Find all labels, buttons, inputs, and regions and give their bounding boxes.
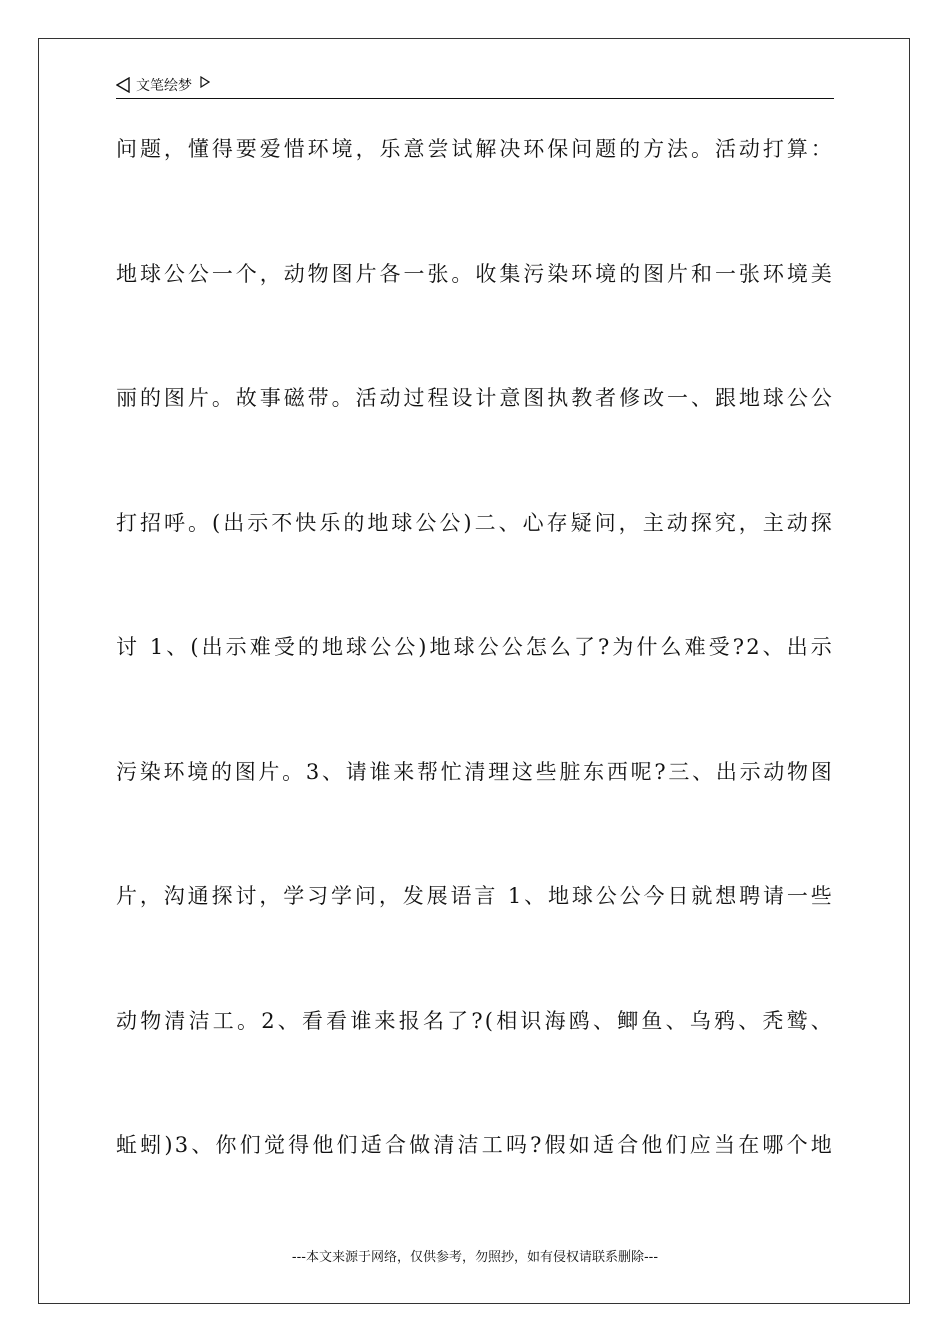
body-line: 讨 1、(出示难受的地球公公)地球公公怎么了?为什么难受?2、出示 — [116, 635, 834, 659]
body-line: 打招呼。(出示不快乐的地球公公)二、心存疑问，主动探究，主动探 — [116, 510, 834, 535]
triangle-right-icon — [200, 76, 210, 88]
body-line: 丽的图片。故事磁带。活动过程设计意图执教者修改一、跟地球公公 — [116, 386, 834, 410]
body-line: 动物清洁工。2、看看谁来报名了?(相识海鸥、鲫鱼、乌鸦、秃鹫、 — [116, 1008, 834, 1033]
body-line: 问题，懂得要爱惜环境，乐意尝试解决环保问题的方法。活动打算： — [116, 137, 834, 161]
header-title: 文笔绘梦 — [136, 78, 192, 94]
document-body — [116, 124, 834, 1245]
page-footer: ---本文来源于网络，仅供参考，勿照抄，如有侵权请联系删除--- — [291, 1250, 659, 1265]
body-line: 片，沟通探讨，学习学问，发展语言 1、地球公公今日就想聘请一些 — [116, 884, 834, 908]
page-header — [116, 72, 834, 99]
body-line: 地球公公一个，动物图片各一张。收集污染环境的图片和一张环境美 — [116, 261, 834, 286]
triangle-left-icon — [116, 77, 130, 93]
body-line: 蚯蚓)3、你们觉得他们适合做清洁工吗?假如适合他们应当在哪个地 — [116, 1133, 834, 1157]
body-line: 污染环境的图片。3、请谁来帮忙清理这些脏东西呢?三、出示动物图 — [116, 759, 834, 784]
